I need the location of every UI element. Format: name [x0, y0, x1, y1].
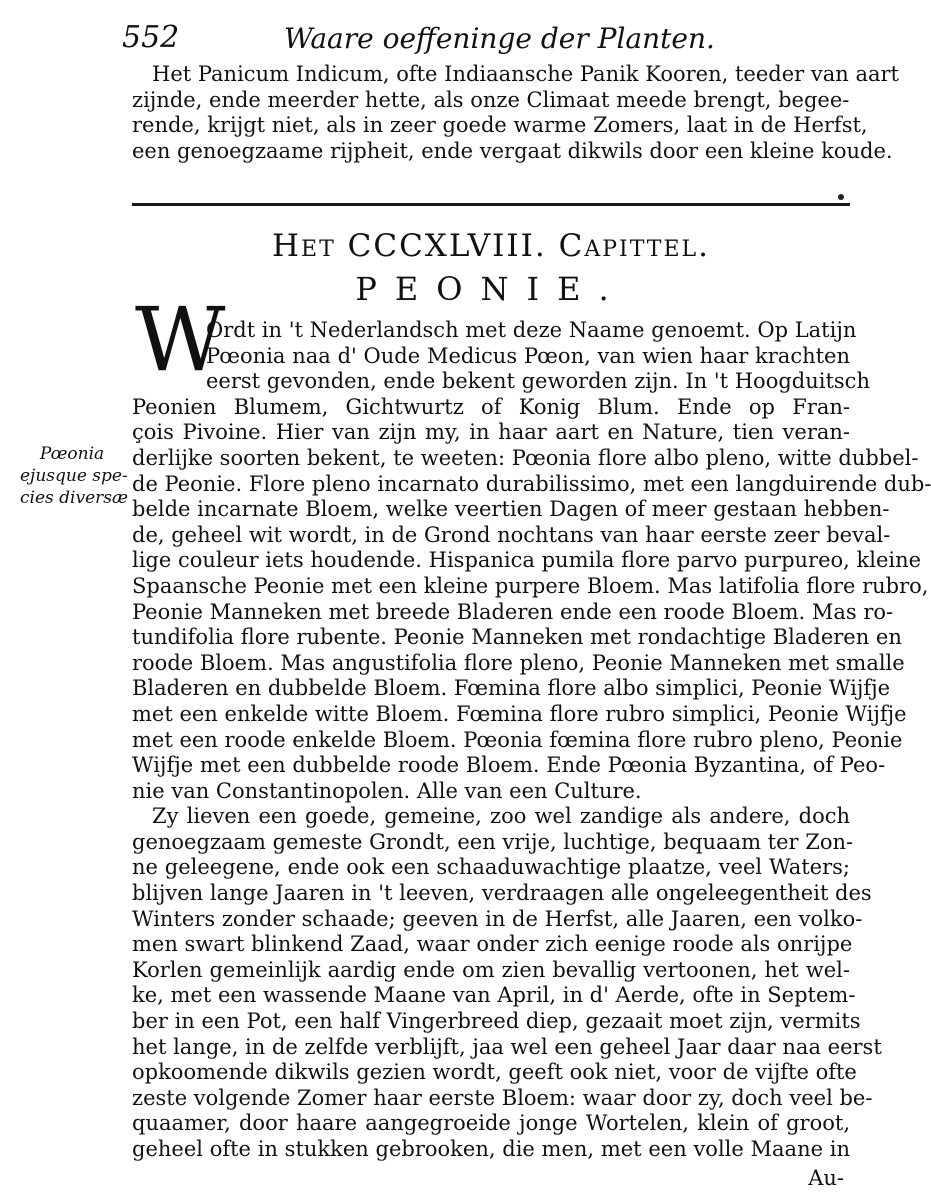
text-line: ber in een Pot, een half Vingerbreed diep, gezaait moet zijn, vermits: [132, 1009, 861, 1034]
text-line: met een roode enkelde Bloem. Pœonia fœmina flore rubro pleno, Peonie: [132, 727, 903, 752]
text-line: Zy lieven een goede, gemeine, zoo wel zandige als andere, doch: [152, 804, 850, 829]
margin-note: [20, 443, 128, 509]
text-line: opkoomende dikwils gezien wordt, geeft ook niet, voor de vijfte ofte: [132, 1060, 857, 1085]
text-line: men swart blinkend Zaad, waar onder zich eenige roode als onrijpe: [132, 932, 853, 957]
text-line: Ordt in 't Nederlandsch met deze Naame genoemt. Op Latijn: [206, 318, 857, 342]
running-head: [122, 14, 822, 58]
text-line: derlijke soorten bekent, te weeten: Pœonia flore albo pleno, witte dubbel-: [132, 445, 919, 470]
text-line: ne geleegene, ende ook een schaaduwachtige plaatze, veel Waters;: [132, 855, 850, 880]
text-line: Peonien Blumem, Gichtwurtz of Konig Blum. Ende op Fran-: [132, 394, 850, 419]
text-line: Wijfje met een dubbelde roode Bloem. Ende Pœonia Byzantina, of Peo-: [132, 753, 886, 778]
text-line: quaamer, door haare aangegroeide jonge Wortelen, klein of groot,: [132, 1111, 850, 1136]
text-line: eerst gevonden, ende bekent geworden zijn. In 't Hoogduitsch: [206, 369, 870, 394]
text-line: lige couleur iets houdende. Hispanica pumila flore parvo purpureo, kleine: [132, 548, 922, 573]
text-line: de, geheel wit wordt, in de Grond nochtans van haar eerste zeer beval-: [132, 522, 891, 547]
text-line: Het Panicum Indicum, ofte Indiaansche Panik Kooren, teeder van aart: [152, 62, 899, 86]
text-line: genoegzaam gemeste Grondt, een vrije, luchtige, bequaam ter Zon-: [132, 829, 854, 854]
text-line: een genoegzaame rijpheit, ende vergaat dikwils door een kleine koude.: [132, 138, 893, 163]
running-title: Waare oeffeninge der Planten.: [284, 22, 715, 55]
text-line: tundifolia flore rubente. Peonie Manneken met rondachtige Bladeren en: [132, 625, 902, 650]
drop-cap: W: [135, 288, 226, 391]
text-line: met een enkelde witte Bloem. Fœmina flore rubro simplici, Peonie Wijfje: [132, 701, 907, 726]
text-line: Korlen gemeinlijk aardig ende om zien bevallig vertoonen, het wel-: [132, 957, 850, 982]
text-line: roode Bloem. Mas angustifolia flore pleno, Peonie Manneken met smalle: [132, 650, 905, 675]
text-line: geheel ofte in stukken gebrooken, die men, met een volle Maane in: [132, 1137, 850, 1161]
margin-note-line: ejusque spe-: [20, 466, 128, 486]
margin-note-line: Pœonia: [39, 444, 105, 464]
text-line: Spaansche Peonie met een kleine purpere Bloem. Mas latifolia flore rubro,: [132, 573, 929, 598]
text-line: het lange, in de zelfde verblijft, jaa wel een geheel Jaar daar naa eerst: [132, 1034, 882, 1059]
margin-note-line: cies diversæ: [20, 488, 128, 508]
catchword: Au-: [808, 1166, 844, 1190]
text-line: ke, met een wassende Maane van April, in d' Aerde, ofte in Septem-: [132, 983, 856, 1008]
text-line: çois Pivoine. Hier van zijn my, in haar aart en Nature, tien veran-: [132, 420, 850, 445]
top-paragraph: [132, 62, 899, 164]
paragraph-2: [132, 804, 882, 1162]
section-rule: [132, 203, 850, 206]
page-number: 552: [122, 20, 180, 55]
text-line: belde incarnate Bloem, welke veertien Dagen of meer gestaan hebben-: [132, 497, 890, 522]
text-line: Peonie Manneken met breede Bladeren ende een roode Bloem. Mas ro-: [132, 599, 894, 624]
text-line: zijnde, ende meerder hette, als onze Climaat meede brengt, begee-: [132, 87, 850, 112]
text-line: de Peonie. Flore pleno incarnato durabilissimo, met een langduirende dub-: [132, 471, 931, 496]
chapter-heading: Het CCCXLVIII. Capittel.: [272, 228, 710, 264]
text-line: Winters zonder schaade; geeven in de Herfst, alle Jaaren, een volko-: [132, 906, 863, 931]
rule-ornament: [838, 194, 844, 200]
text-line: Pœonia naa d' Oude Medicus Pœon, van wien haar krachten: [206, 343, 850, 368]
text-line: nie van Constantinopolen. Alle van een Culture.: [132, 778, 642, 803]
paragraph-1: [132, 318, 931, 804]
text-line: rende, krijgt niet, als in zeer goede warme Zomers, laat in de Herfst,: [132, 113, 868, 137]
chapter-title: PEONIE.: [355, 270, 627, 308]
text-line: zeste volgende Zomer haar eerste Bloem: waar door zy, doch veel be-: [132, 1085, 873, 1110]
text-line: Bladeren en dubbelde Bloem. Fœmina flore albo simplici, Peonie Wijfje: [132, 676, 891, 701]
text-line: blijven lange Jaaren in 't leeven, verdraagen alle ongeleegentheit des: [132, 881, 872, 906]
chapter-body: [132, 318, 931, 1163]
